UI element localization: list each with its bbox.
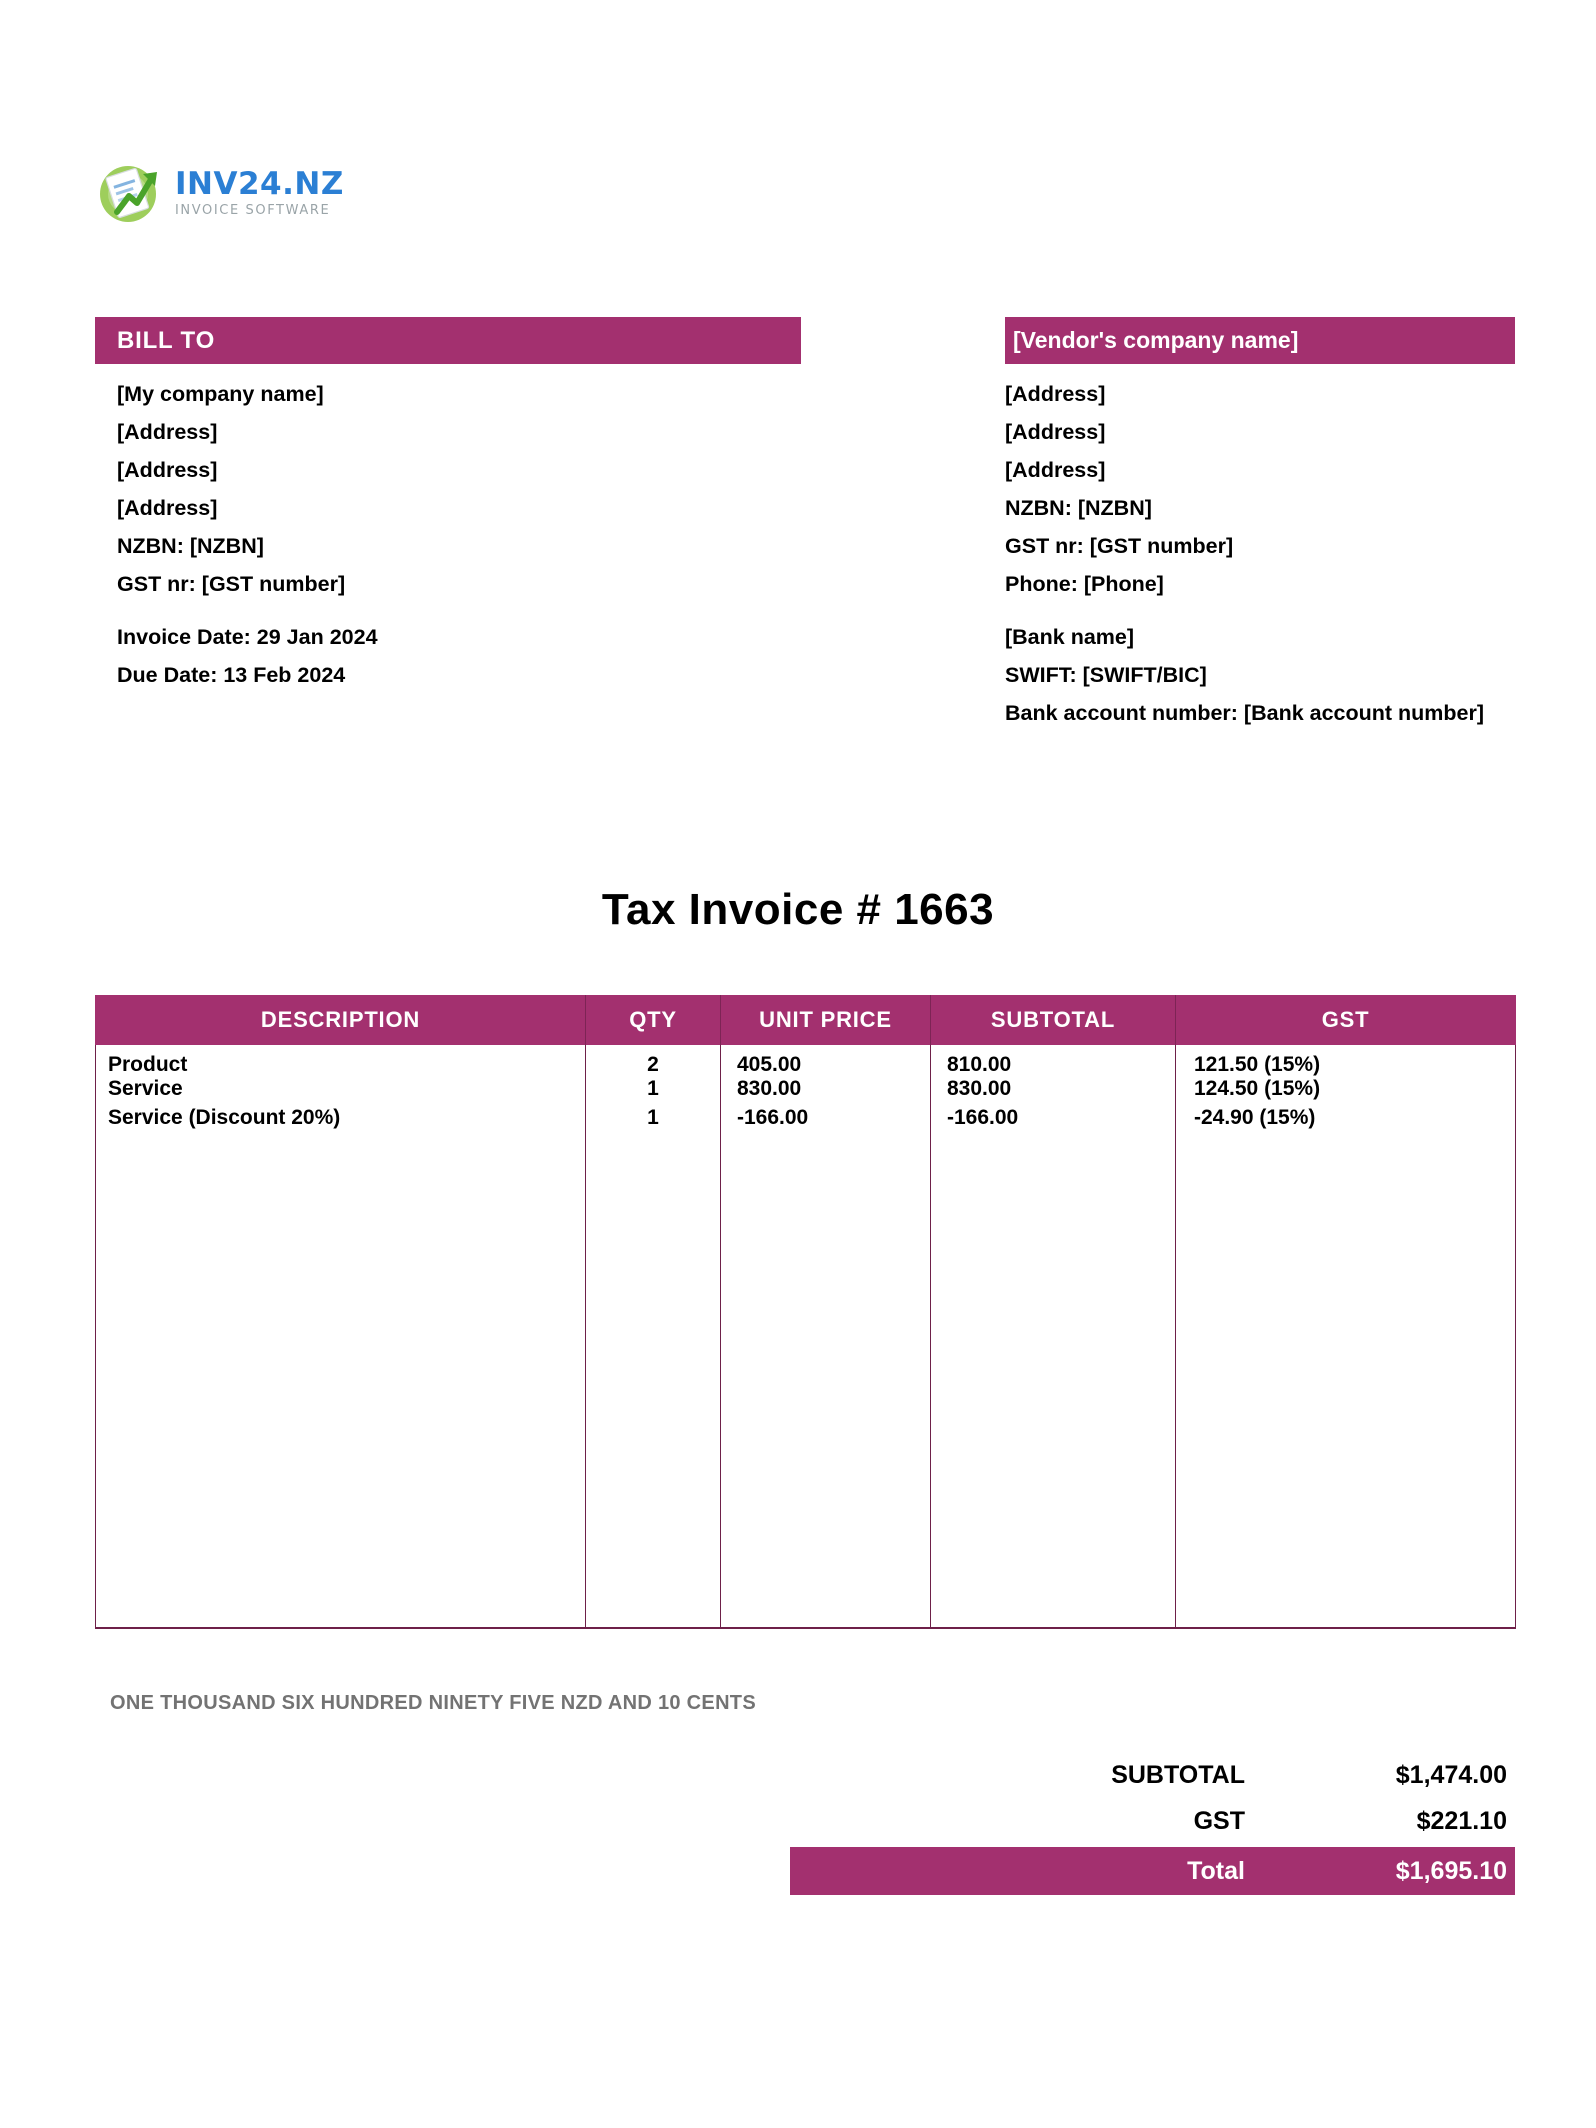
cell-subtotal: 830.00 [931,1077,1176,1106]
cell-qty: 2 [586,1045,721,1077]
column-header-description: DESCRIPTION [96,995,586,1045]
column-header-qty: QTY [586,995,721,1045]
cell-empty [721,1222,931,1251]
cell-empty [96,1599,586,1628]
table-row-empty [96,1483,1516,1512]
cell-empty [1176,1541,1516,1570]
cell-empty [721,1338,931,1367]
cell-description: Service [96,1077,586,1106]
cell-empty [721,1367,931,1396]
subtotal-row [790,1752,1515,1798]
bill-to-details [117,375,757,603]
cell-empty [1176,1483,1516,1512]
cell-subtotal: 810.00 [931,1045,1176,1077]
cell-empty [586,1512,721,1541]
bill-to-nzbn: NZBN: [NZBN] [117,534,264,558]
cell-unit-price: 830.00 [721,1077,931,1106]
cell-empty [96,1512,586,1541]
cell-empty [931,1483,1176,1512]
cell-empty [1176,1396,1516,1425]
cell-empty [931,1541,1176,1570]
column-header-unit-price: UNIT PRICE [721,995,931,1045]
cell-unit-price: -166.00 [721,1106,931,1135]
cell-empty [586,1251,721,1280]
gst-row [790,1798,1515,1844]
cell-empty [931,1454,1176,1483]
cell-empty [1176,1193,1516,1222]
cell-empty [1176,1599,1516,1628]
total-label: Total [1187,1856,1245,1885]
cell-empty [96,1135,586,1164]
cell-empty [1176,1454,1516,1483]
line-items-table [95,995,1516,1629]
cell-empty [1176,1512,1516,1541]
cell-subtotal: -166.00 [931,1106,1176,1135]
invoice-title: Tax Invoice # 1663 [601,885,995,934]
cell-empty [96,1483,586,1512]
cell-empty [931,1251,1176,1280]
invoice-dates [117,618,378,694]
cell-empty [96,1396,586,1425]
table-row [96,1077,1516,1106]
cell-qty: 1 [586,1106,721,1135]
cell-empty [1176,1251,1516,1280]
cell-empty [586,1222,721,1251]
cell-empty [721,1135,931,1164]
bill-to-line: [Address] [117,496,218,520]
cell-gst: 124.50 (15%) [1176,1077,1516,1106]
bill-to-line: [Address] [117,458,218,482]
vendor-header [1005,317,1515,364]
cell-gst: -24.90 (15%) [1176,1106,1516,1135]
cell-description: Product [96,1045,586,1077]
table-row-empty [96,1425,1516,1454]
bill-to-label: BILL TO [117,326,216,354]
cell-empty [931,1599,1176,1628]
cell-empty [586,1338,721,1367]
cell-empty [96,1222,586,1251]
column-header-gst: GST [1176,995,1516,1045]
cell-empty [931,1309,1176,1338]
cell-empty [586,1599,721,1628]
table-body [96,1045,1516,1628]
cell-empty [1176,1338,1516,1367]
table-row-empty [96,1222,1516,1251]
cell-empty [721,1512,931,1541]
gst-label: GST [1193,1806,1245,1835]
bank-swift: SWIFT: [SWIFT/BIC] [1005,663,1207,687]
cell-empty [721,1164,931,1193]
table-row [96,1045,1516,1077]
logo-title: INV24.NZ [175,166,344,202]
vendor-line: [Address] [1005,458,1106,482]
cell-empty [586,1483,721,1512]
cell-empty [721,1280,931,1309]
cell-empty [96,1570,586,1599]
cell-empty [96,1367,586,1396]
cell-empty [586,1280,721,1309]
bank-account-number: Bank account number: [Bank account number] [1005,701,1485,725]
cell-empty [931,1338,1176,1367]
cell-empty [586,1164,721,1193]
table-row-empty [96,1251,1516,1280]
cell-empty [1176,1135,1516,1164]
cell-gst: 121.50 (15%) [1176,1045,1516,1077]
cell-empty [96,1425,586,1454]
subtotal-value: $1,474.00 [1395,1760,1507,1789]
cell-empty [721,1599,931,1628]
cell-empty [721,1570,931,1599]
cell-empty [1176,1309,1516,1338]
cell-unit-price: 405.00 [721,1045,931,1077]
table-row-empty [96,1193,1516,1222]
cell-empty [721,1483,931,1512]
cell-empty [586,1425,721,1454]
cell-empty [931,1135,1176,1164]
cell-empty [586,1396,721,1425]
bill-to-line: [My company name] [117,382,324,406]
table-row-empty [96,1570,1516,1599]
cell-empty [96,1280,586,1309]
table-row-empty [96,1309,1516,1338]
brand-logo [95,160,344,226]
cell-empty [931,1222,1176,1251]
cell-empty [586,1135,721,1164]
vendor-details [1005,375,1505,603]
cell-empty [586,1454,721,1483]
cell-empty [721,1251,931,1280]
cell-empty [931,1570,1176,1599]
cell-empty [931,1280,1176,1309]
amount-in-words: ONE THOUSAND SIX HUNDRED NINETY FIVE NZD AND 10 CENTS [110,1692,756,1714]
bank-name: [Bank name] [1005,625,1135,649]
cell-empty [931,1396,1176,1425]
cell-empty [586,1193,721,1222]
cell-empty [1176,1367,1516,1396]
cell-empty [931,1367,1176,1396]
cell-empty [586,1367,721,1396]
totals-section [790,1752,1515,1895]
cell-empty [96,1309,586,1338]
bank-details [1005,618,1505,732]
vendor-phone: Phone: [Phone] [1005,572,1164,596]
invoice-chart-logo-icon [95,160,165,226]
cell-empty [721,1425,931,1454]
table-row-empty [96,1164,1516,1193]
subtotal-label: SUBTOTAL [1111,1760,1245,1789]
table-row-empty [96,1599,1516,1628]
table-header-row [96,995,1516,1045]
cell-empty [1176,1425,1516,1454]
cell-empty [721,1454,931,1483]
cell-empty [1176,1164,1516,1193]
table-row-empty [96,1512,1516,1541]
cell-empty [586,1309,721,1338]
vendor-line: [Address] [1005,382,1106,406]
cell-qty: 1 [586,1077,721,1106]
table-row-empty [96,1338,1516,1367]
table-row-empty [96,1367,1516,1396]
table-row-empty [96,1541,1516,1570]
vendor-name-label: [Vendor's company name] [1013,327,1299,353]
vendor-gst-number: GST nr: [GST number] [1005,534,1234,558]
cell-empty [721,1541,931,1570]
vendor-line: [Address] [1005,420,1106,444]
table-row [96,1106,1516,1135]
cell-empty [1176,1280,1516,1309]
cell-empty [1176,1222,1516,1251]
table-row-empty [96,1135,1516,1164]
table-row-empty [96,1396,1516,1425]
bill-to-gst-number: GST nr: [GST number] [117,572,346,596]
cell-description: Service (Discount 20%) [96,1106,586,1135]
column-header-subtotal: SUBTOTAL [931,995,1176,1045]
cell-empty [931,1193,1176,1222]
cell-empty [931,1512,1176,1541]
cell-empty [721,1396,931,1425]
cell-empty [586,1570,721,1599]
cell-empty [96,1541,586,1570]
grand-total-row [790,1847,1515,1895]
vendor-nzbn: NZBN: [NZBN] [1005,496,1152,520]
invoice-date: Invoice Date: 29 Jan 2024 [117,625,378,649]
gst-value: $221.10 [1416,1806,1507,1835]
cell-empty [96,1251,586,1280]
bill-to-line: [Address] [117,420,218,444]
bill-to-header [95,317,801,364]
total-value: $1,695.10 [1395,1856,1507,1885]
logo-subtitle: INVOICE SOFTWARE [175,203,331,218]
table-row-empty [96,1280,1516,1309]
cell-empty [96,1193,586,1222]
cell-empty [96,1164,586,1193]
cell-empty [931,1425,1176,1454]
due-date: Due Date: 13 Feb 2024 [117,663,346,687]
cell-empty [931,1164,1176,1193]
cell-empty [96,1338,586,1367]
cell-empty [96,1454,586,1483]
cell-empty [721,1309,931,1338]
cell-empty [586,1541,721,1570]
cell-empty [721,1193,931,1222]
cell-empty [1176,1570,1516,1599]
table-row-empty [96,1454,1516,1483]
